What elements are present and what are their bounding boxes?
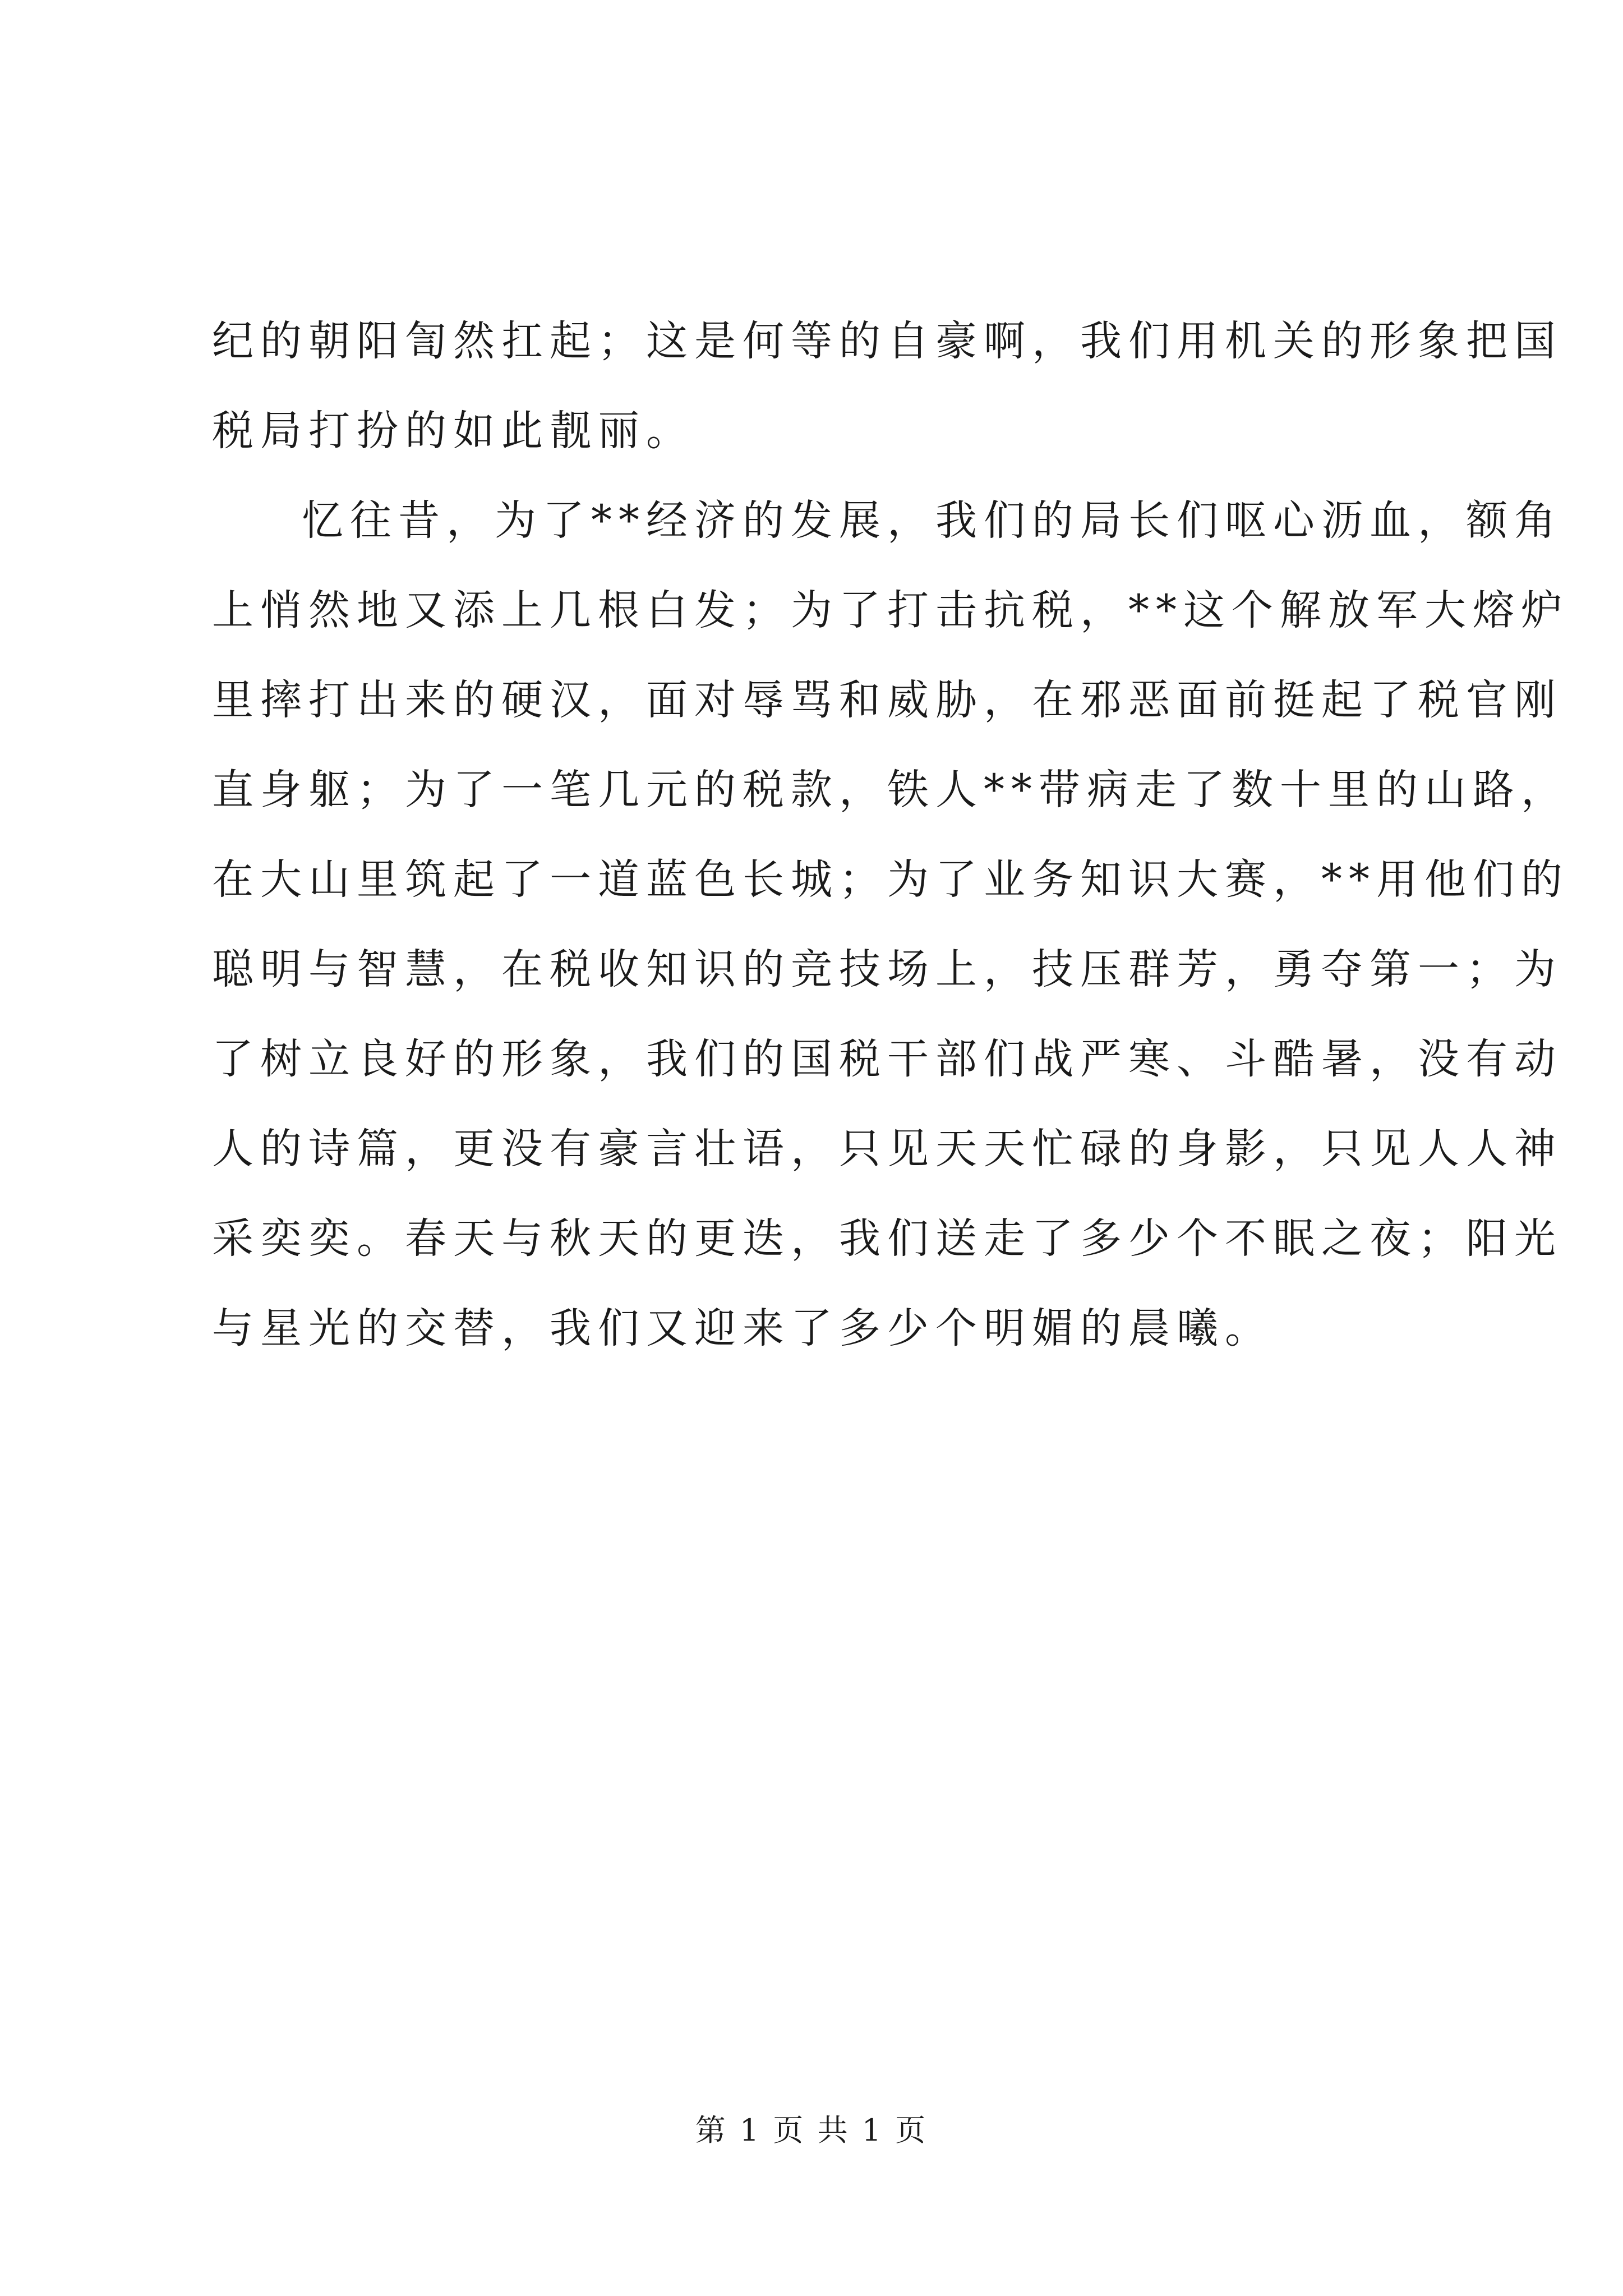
body-text: [212, 296, 1569, 1373]
text-line: 上悄然地又添上几根白发；为了打击抗税，**这个解放军大熔炉: [212, 586, 1569, 634]
page-footer: [0, 2108, 1623, 2153]
text-line: 直身躯；为了一笔几元的税款，铁人**带病走了数十里的山路，: [212, 766, 1569, 814]
text-line: 里摔打出来的硬汉，面对辱骂和威胁，在邪恶面前挺起了税官刚: [212, 676, 1562, 724]
page-number-label: 第 1 页 共 1 页: [695, 2113, 928, 2148]
text-line: 人的诗篇，更没有豪言壮语，只见天天忙碌的身影，只见人人神: [212, 1125, 1562, 1173]
text-line: 聪明与智慧，在税收知识的竞技场上，技压群芳，勇夺第一；为: [212, 945, 1562, 993]
text-line: 纪的朝阳訇然扛起；这是何等的自豪啊，我们用机关的形象把国: [212, 317, 1562, 365]
text-line: 了树立良好的形象，我们的国税干部们战严寒、斗酷暑，没有动: [212, 1035, 1562, 1083]
text-line: 采奕奕。春天与秋天的更迭，我们送走了多少个不眠之夜；阳光: [212, 1214, 1562, 1263]
text-line: 在大山里筑起了一道蓝色长城；为了业务知识大赛，**用他们的: [212, 855, 1569, 904]
text-line: 与星光的交替，我们又迎来了多少个明媚的晨曦。: [212, 1304, 1273, 1352]
text-line: 税局打扮的如此靓丽。: [212, 407, 694, 455]
paragraph-start-line: 忆往昔，为了**经济的发展，我们的局长们呕心沥血，额角: [302, 496, 1562, 545]
